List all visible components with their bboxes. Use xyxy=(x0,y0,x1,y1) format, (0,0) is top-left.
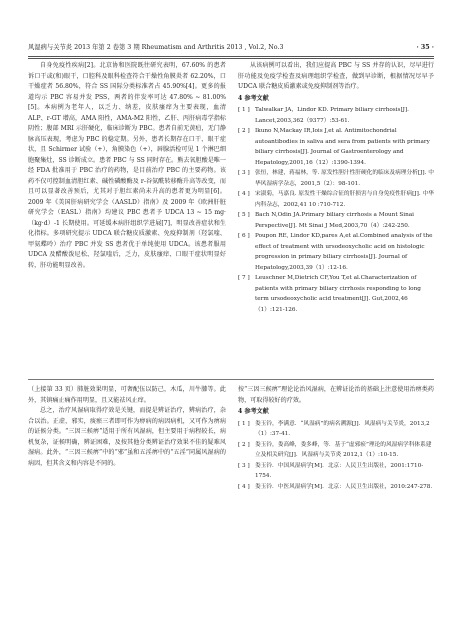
journal-header: 风湿病与关节炎 2013 年第 2 卷第 3 期 Rheumatism and Arthritis 2013 , Vol.2, No.3 xyxy=(28,44,284,51)
reference-item: [ 1 ] 娄玉钤，李满意．“风湿病”的病名溯源[J]．风湿病与关节炎，2013,2（1）:37-41. xyxy=(238,420,430,437)
reference-item: [ 6 ] Poupon RE, Lindor KD,pares A,et al.Combined analysis of the effect of treatment with ursodeoxycholic acid on histologic progression in primary biliary cirrhosis[J]. Journal of Hepatology,2003,39（1）:12-16. xyxy=(238,233,433,271)
reference-item: [ 4 ] 娄玉钤．中医风湿病学[M]．北京：人民卫生出版社，2010:247-278. xyxy=(238,483,433,490)
reference-item: [ 1 ] Talwalkar JA，Lindor KD. Primary biliary cirrhosis[J]. Lancet,2003,362（9377）:53-61. xyxy=(238,107,409,124)
body-paragraph: 总之，治疗风湿病取得疗效是关键，而提是辨证治疗，辨病治疗，杂合以治。正虚，邪实，痰瘀三者即可作为痹病的病因病机，又可作为痹病的证候分类。“三因三候痹”适用于所有风湿病，但主要用于病程较长，病机复杂，证候明确，辨证困难，及按其他分类辨证治疗效果不佳的疑难风湿病。此外，“三因三候痹”中的“邪”虽和五淫痹中的“五淫”同属风湿病的病因，但其含义和内容是不同的。 xyxy=(28,407,226,467)
reference-item: [ 2 ] Ikuno N,Mackay IR,Iois J,et al. Antimitochondrial autoantibodies in saliva and sera from patients with primary biliary cirrhosis[J]. Journal of Gastroenterology and Hepatology,2001,16（12）:1390-1394. xyxy=(238,128,430,166)
body-paragraph: （上接第 33 页）肺脏效果明显，可奢配伍以防己，木瓜，川牛膝等。此外，其镇痛止痛作用明显，且又能祛风止痒。 xyxy=(28,386,226,404)
reference-item: [ 7 ] Leuschner M,Dietrich CF,You T,et al.Characterization of patients with primary biliary cirrhosis responding to long term ursodeoxycholic acid treatment[J]. Gut,2002,46（1）:121-126. xyxy=(238,275,421,313)
bottom-left-column xyxy=(28,385,226,469)
body-paragraph: 从该病例可以看出，我们应提高 PBC 与 SS 并存的认识，尽早进行肝功能及免疫学检查及病理组织学检查，做到早诊断，根据情况尽早予 UDCA 联合糖皮质激素或免疫抑制剂等治疗。 xyxy=(238,62,434,90)
section-divider xyxy=(28,379,434,380)
header-rule-thin xyxy=(28,58,434,59)
header-rule xyxy=(28,56,434,57)
references-heading: 4 参考文献 xyxy=(238,408,269,415)
references-heading: 4 参考文献 xyxy=(238,94,269,102)
body-paragraph: 自身免疫性疾病[2]。北京协和医院既往研究表明，67.60% 的患者诉口干或(和)眼干，口腔科及眼科检查符合干燥性角膜炎者 62.20%，口干燥症者 56.80%，符合 SS 国际分类标准者占 45.90%[4]。更多的报道均示 PBC 容易并发 PSS，两者的伴发率可达 47.80% ~ 81.00%[5]。本病例为老年人，以乏力、纳差，皮肤瘙痒为主要表现，血清 ALP、r-GT 增高，AMA 阳性，AMA-M2 阳性，乙肝、丙肝病毒学指标阴性；腹部 MRI 示肝硬化，临床诊断为 PBC。患者自前无黄疸，无门静脉高压表现，考虑为 PBC 的稳定期。另外，患者长期存在口干、眼干症状，且 Schirmer 试验（+），角膜染色（+），唇腺活检可见 1 个淋巴细胞聚集灶，SS 诊断成立。患者 PBC 与 SS 同时存在。熊去氧胆酸是唯一经 FDA 批准用于 PBC 治疗的药物，是目前治疗 PBC 的主要药物。该药不仅可控制血清胆红素、碱性磷酸酶及 r-谷氨酰转移酶升高等改变，而且可以显著改善预后，尤其对于胆红素尚未升高的患者更为明显[6]。2009 年《美国肝病研究学会（AASLD）指南》及 2009 年《欧洲肝脏研究学会（EASL）指南》均建议 PBC 患者予 UDCA 13 ~ 15 mg·（kg·d）-1 长期使用。可延缓本病肝组织学进展[7]，明显改善症状和生化指标。多项研究提示 UDCA 联合糖皮质激素、免疫抑制剂（羟氯喹、甲氨蝶呤）治疗 PBC 并发 SS 患者优于单纯使用 UDCA。该患者服用 UDCA 及醋酸泼尼松、羟氯喹后，乏力，皮肤瘙痒、口眼干症状明显好转，肝功能明显改善。 xyxy=(28,62,226,269)
reference-item: [ 4 ] 宋淑菊，马嘉良. 原发性干燥综合征的肝损害与自身免疫性肝病[J]. 中华内科杂志，2002,41 10 :710-712. xyxy=(238,191,434,208)
top-left-column xyxy=(28,61,226,271)
running-header xyxy=(28,42,434,54)
reference-item: [ 2 ] 娄玉钤，娄高峰，娄多峰，等．基于“虚邪瘀”理论的风湿病学科体系建立及相关研究[J]．风湿病与关节炎 2012,1（1）:10-15. xyxy=(238,441,432,458)
body-paragraph: 按“三因三候痹”理论论治风湿病，在辨证论治的基础上注意使用治痹类药物，可取得较好的疗效。 xyxy=(238,386,434,404)
top-right-column xyxy=(238,61,434,315)
page-number: · 35 · xyxy=(416,44,434,51)
bottom-right-column xyxy=(238,385,434,492)
reference-item: [ 5 ] Bach N,Odin JA.Primary biliary cirrhosis a Mount Sinai Perspective[J]. Mt Sinai J Med,2003,70（4）:242-250. xyxy=(238,212,414,229)
reference-item: [ 3 ] 张恒，林建，蒋福林，等. 原发性胆汁性肝硬化的临床及病理分析[J]. 中华风湿病学杂志，2001,5（2）：98-101. xyxy=(238,170,434,187)
reference-item: [ 3 ] 娄玉钤．中国风湿病学[M]．北京：人民卫生出版社，2001:1710-1754. xyxy=(238,462,424,479)
